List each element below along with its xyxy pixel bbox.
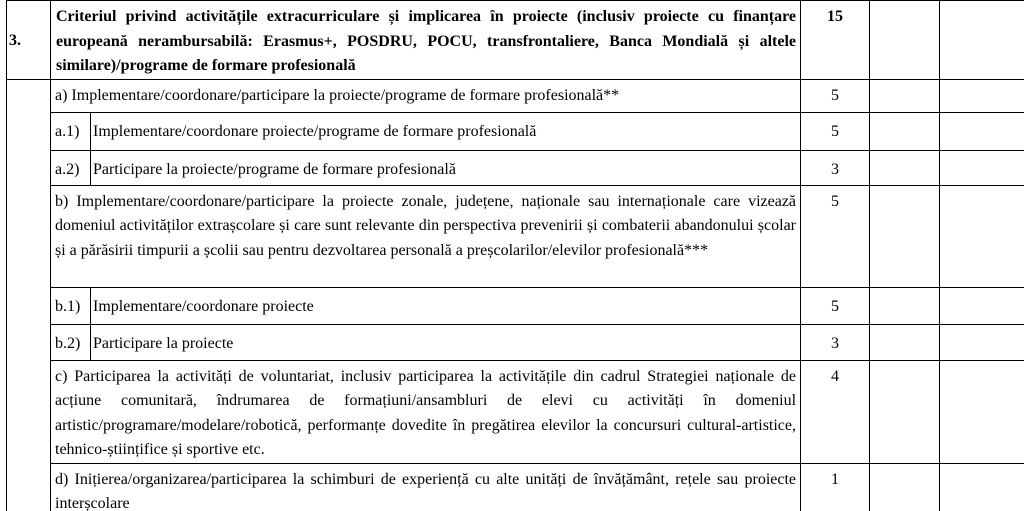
row-score: 1 [801, 463, 870, 511]
table-row [7, 287, 1024, 324]
evaluation-cell [940, 185, 1024, 287]
criterion-number-cell [7, 1, 51, 80]
table-row [7, 79, 1024, 112]
row-text: b) Implementare/coordonare/participare la proiecte zonale, județene, naționale sau internaționale care vizează domeniul activităților extrașcolare și care sunt relevante din perspectiva prevenirii și combaterii abandonului școlar și a părăsirii timpurii a școlii sau pentru dezvoltarea personală a preșcolarilor/elevilor profesională*** [51, 185, 801, 287]
row-sublabel: b.2) [51, 324, 91, 360]
evaluation-cell [870, 185, 940, 287]
evaluation-cell [870, 1, 940, 80]
row-text: Participare la proiecte [91, 324, 801, 360]
evaluation-cell [940, 150, 1024, 185]
evaluation-cell [870, 79, 940, 112]
criterion-score: 15 [801, 1, 870, 80]
evaluation-cell [940, 287, 1024, 324]
row-sublabel: b.1) [51, 287, 91, 324]
row-text: d) Inițierea/organizarea/participarea la schimburi de experiență cu alte unități de învățământ, rețele sau proiecte interșcolare [51, 463, 801, 511]
row-score: 3 [801, 324, 870, 360]
table-row [7, 112, 1024, 150]
table-row [7, 324, 1024, 360]
row-score: 5 [801, 112, 870, 150]
row-sublabel: a.1) [51, 112, 91, 150]
row-text: a) Implementare/coordonare/participare la proiecte/programe de formare profesională** [51, 79, 801, 112]
criterion-title: Criteriul privind activitățile extracurriculare și implicarea în proiecte (inclusiv proiecte cu finanțare europeană nerambursabilă: Erasmus+, POSDRU, POCU, transfrontaliere, Banca Mondială și altele similare)/programe de formare profesională [51, 1, 801, 80]
evaluation-cell [870, 112, 940, 150]
evaluation-cell [870, 360, 940, 463]
table-row [7, 150, 1024, 185]
table-row [7, 463, 1024, 511]
row-text: Implementare/coordonare proiecte/programe de formare profesională [91, 112, 801, 150]
evaluation-cell [870, 287, 940, 324]
row-text: Participare la proiecte/programe de formare profesională [91, 150, 801, 185]
evaluation-cell [940, 463, 1024, 511]
row-score: 5 [801, 79, 870, 112]
table-row [7, 360, 1024, 463]
row-score: 5 [801, 287, 870, 324]
evaluation-cell [870, 324, 940, 360]
row-text: c) Participarea la activități de voluntariat, inclusiv participarea la activitățile din cadrul Strategiei naționale de acțiune comunitară, îndrumarea de formațiuni/ansambluri de elevi cu activități în domeniul artistic/programare/modelare/robotică, performanțe dovedite în pregătirea elevilor la concursuri cultural-artistice, tehnico-științifice și sportive etc. [51, 360, 801, 463]
evaluation-cell [940, 79, 1024, 112]
evaluation-cell [870, 463, 940, 511]
evaluation-cell [940, 112, 1024, 150]
criterion-header-row [7, 1, 1024, 80]
number-column-blank [7, 79, 51, 511]
evaluation-cell [940, 1, 1024, 80]
row-score: 4 [801, 360, 870, 463]
row-text: Implementare/coordonare proiecte [91, 287, 801, 324]
row-score: 3 [801, 150, 870, 185]
evaluation-table [6, 0, 1024, 511]
evaluation-cell [940, 324, 1024, 360]
evaluation-cell [870, 150, 940, 185]
evaluation-cell [940, 360, 1024, 463]
criterion-number: 3. [9, 32, 21, 49]
row-sublabel: a.2) [51, 150, 91, 185]
row-score: 5 [801, 185, 870, 287]
table-row [7, 185, 1024, 287]
